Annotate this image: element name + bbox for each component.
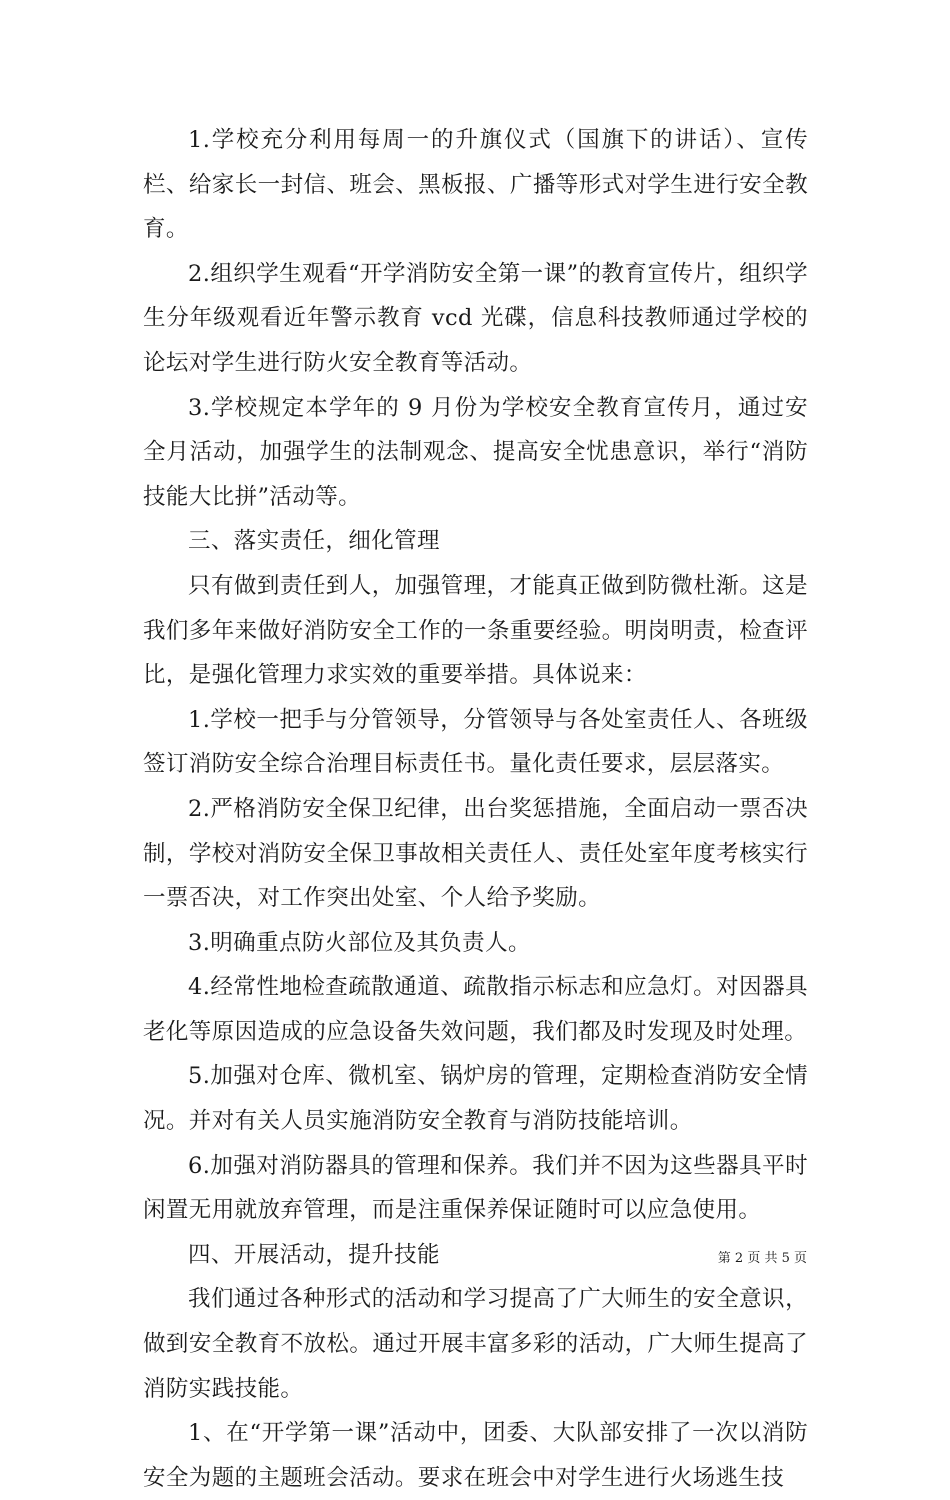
section-heading-3: 三、落实责任，细化管理 <box>188 528 440 555</box>
paragraph-9: 5.加强对仓库、微机室、锅炉房的管理，定期检查消防安全情况。并对有关人员实施消防安全教育与消防技能培训。 <box>143 1063 808 1135</box>
section-heading-4: 四、开展活动，提升技能 <box>188 1241 440 1268</box>
paragraph-6: 2.严格消防安全保卫纪律，出台奖惩措施，全面启动一票否决制，学校对消防安全保卫事故相关责任人、责任处室年度考核实行一票否决，对工作突出处室、个人给予奖励。 <box>143 795 808 912</box>
page-number-footer: 第 2 页 共 5 页 <box>717 1251 807 1266</box>
paragraph-5: 1.学校一把手与分管领导，分管领导与各处室责任人、各班级签订消防安全综合治理目标责任书。量化责任要求，层层落实。 <box>143 706 808 778</box>
document-body <box>143 118 808 1500</box>
paragraph-1: 1.学校充分利用每周一的升旗仪式（国旗下的讲话）、宣传栏、给家长一封信、班会、黑板报、广播等形式对学生进行安全教育。 <box>143 127 808 243</box>
paragraph-2: 2.组织学生观看“开学消防安全第一课”的教育宣传片，组织学生分年级观看近年警示教育 vcd 光碟，信息科技教师通过学校的论坛对学生进行防火安全教育等活动。 <box>143 260 808 376</box>
paragraph-4: 只有做到责任到人，加强管理，才能真正做到防微杜渐。这是我们多年来做好消防安全工作的一条重要经验。明岗明责，检查评比，是强化管理力求实效的重要举措。具体说来： <box>143 572 808 689</box>
paragraph-7: 3.明确重点防火部位及其负责人。 <box>188 929 531 956</box>
paragraph-10: 6.加强对消防器具的管理和保养。我们并不因为这些器具平时闲置无用就放弃管理，而是注重保养保证随时可以应急使用。 <box>143 1152 808 1224</box>
paragraph-11: 我们通过各种形式的活动和学习提高了广大师生的安全意识，做到安全教育不放松。通过开展丰富多彩的活动，广大师生提高了消防实践技能。 <box>143 1286 808 1402</box>
paragraph-3: 3.学校规定本学年的 9 月份为学校安全教育宣传月，通过安全月活动，加强学生的法制观念、提高安全忧患意识，举行“消防技能大比拼”活动等。 <box>143 394 808 510</box>
paragraph-8: 4.经常性地检查疏散通道、疏散指示标志和应急灯。对因器具老化等原因造成的应急设备失效问题，我们都及时发现及时处理。 <box>143 974 808 1045</box>
paragraph-12: 1、在“开学第一课”活动中，团委、大队部安排了一次以消防安全为题的主题班会活动。要求在班会中对学生进行火场逃生技 <box>143 1420 808 1491</box>
